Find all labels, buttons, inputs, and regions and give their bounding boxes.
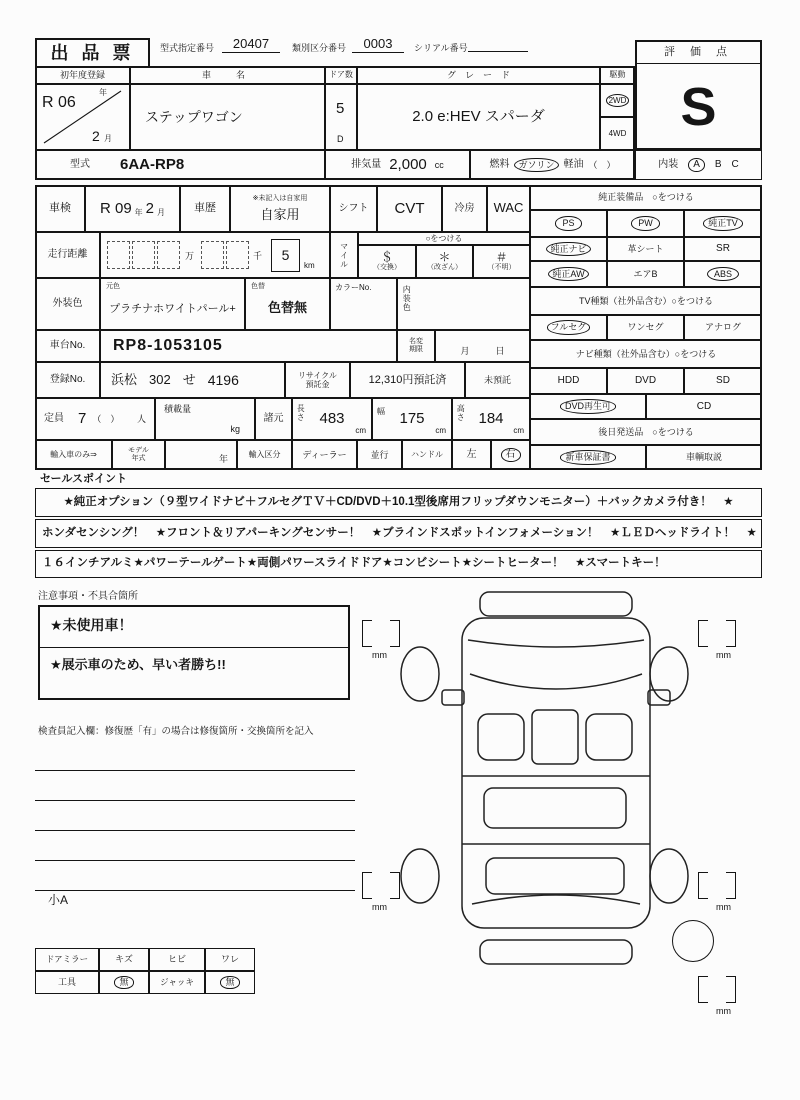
fuel-cell	[470, 150, 635, 180]
repaint-label: 色替	[251, 283, 265, 290]
tools-crack: ヒビ	[149, 948, 205, 971]
capacity-cell	[35, 398, 155, 440]
bracket-rear	[698, 976, 736, 1003]
equip-tv: 純正TV	[703, 216, 743, 230]
bracket-left-arm	[698, 620, 708, 647]
width-value: 175	[399, 410, 425, 428]
mileage-circle-note: ○をつける	[358, 232, 530, 245]
bracket-left-arm	[362, 620, 372, 647]
tv-oneseg: ワンセグ	[607, 315, 684, 340]
height-unit: cm	[513, 425, 524, 435]
reg-no-cell	[100, 362, 285, 398]
mark-exchange-cell	[358, 245, 416, 278]
tools-door-mirror: ドアミラー	[35, 948, 99, 971]
first-reg-year-unit: 年	[99, 88, 107, 97]
mm-label-bottom-left: mm	[372, 902, 387, 912]
bracket-top-right	[698, 620, 736, 647]
model-year-unit: 年	[165, 440, 237, 470]
rear-bumper	[480, 940, 632, 964]
width-label: 幅	[377, 407, 385, 416]
equip-abs: ABS	[707, 267, 739, 281]
serial-no-label: シリアル番号	[414, 43, 468, 53]
model-approval-no-value: 20407	[222, 37, 280, 53]
color-no-cell	[330, 278, 397, 330]
recycle-label-1: リサイクル	[298, 370, 337, 380]
model-value: 6AA-RP8	[120, 156, 185, 174]
width-cell	[372, 398, 452, 440]
equip-ps-cell	[530, 210, 607, 237]
tv-fullseg: フルセグ	[547, 320, 591, 334]
tools-break: ワレ	[205, 948, 255, 971]
fuel-gasoline: ガソリン	[514, 158, 558, 172]
rename-label-1: 名変	[409, 337, 423, 345]
interior-grade-a: A	[688, 158, 705, 172]
history-value: 自家用	[260, 206, 300, 222]
equip-pw: PW	[631, 216, 660, 230]
first-reg-month: 2	[92, 128, 100, 144]
mark-exchange-symbol: ＄	[380, 249, 393, 264]
import-division-label: 輸入区分	[237, 440, 292, 470]
rear-right-wheel	[650, 849, 688, 903]
bracket-right-arm	[726, 620, 736, 647]
driver-seat	[478, 714, 524, 760]
rename-label-2: 期限	[409, 346, 423, 353]
grade-value: 2.0 e:HEV スパーダ	[357, 84, 600, 150]
equip-tv-cell	[684, 210, 762, 237]
reg-class: 302	[149, 371, 171, 387]
write-line-1	[35, 770, 355, 771]
front-right-wheel	[650, 647, 688, 701]
notes-line-2: ★展示車のため、早い者勝ち!!	[50, 657, 226, 672]
passenger-seat	[586, 714, 632, 760]
write-line-5	[35, 890, 355, 891]
displacement-label: 排気量	[351, 159, 382, 171]
front-bumper	[480, 592, 632, 616]
rear-left-wheel	[401, 849, 439, 903]
handle-label: ハンドル	[402, 440, 452, 470]
fuel-paren: （ ）	[588, 159, 616, 170]
doors-sub: D	[337, 134, 344, 144]
windshield-line	[470, 674, 642, 689]
navi-dvd: DVD	[607, 368, 684, 394]
displacement-value: 2,000	[389, 156, 427, 174]
mark-tampered-symbol: ＊	[438, 249, 451, 264]
handle-right: 右	[501, 448, 521, 462]
width-unit: cm	[435, 425, 446, 435]
bracket-right-arm	[390, 872, 400, 899]
hood-line	[468, 640, 644, 647]
rear-window-line	[472, 895, 640, 904]
warranty-cell	[530, 445, 646, 470]
tv-fullseg-cell	[530, 315, 607, 340]
second-row-seat	[484, 788, 626, 828]
odometer-cell	[100, 232, 330, 278]
rename-deadline-label	[397, 330, 435, 362]
odometer-value-box	[271, 239, 300, 272]
equip-sr: SR	[684, 237, 762, 261]
bracket-top-left	[362, 620, 400, 647]
drive-4wd: 4WD	[600, 117, 635, 150]
shaken-era: R 09	[99, 199, 132, 217]
shaken-year-unit: 年	[134, 208, 143, 218]
displacement-cell	[325, 150, 470, 180]
tools-jack: ジャッキ	[149, 971, 205, 994]
drive-2wd-cell	[600, 84, 635, 117]
serial-no-value	[468, 37, 528, 52]
interior-color-label: 内装色	[402, 285, 412, 312]
car-body	[462, 618, 650, 928]
doors-value: 5	[336, 100, 345, 117]
chassis-no-label: 車台No.	[35, 330, 100, 362]
interior-grade-b: B	[714, 159, 722, 171]
recycle-label-2: 預託金	[305, 380, 330, 389]
exterior-color-label: 外装色	[35, 278, 100, 330]
inspector-note: 検査員記入欄：修復歴「有」の場合は修復箇所・交換箇所を記入	[38, 726, 314, 737]
tv-type-title: TV種類（社外品含む）○をつける	[530, 287, 762, 315]
mark-unknown-cell	[473, 245, 530, 278]
bracket-left-arm	[362, 872, 372, 899]
capacity-unit: 人	[136, 413, 146, 424]
small-a-note: 小A	[48, 893, 69, 907]
base-color-value: プラチナホワイトパール+	[109, 302, 236, 315]
mile-label-cell	[330, 232, 358, 278]
left-mirror	[442, 690, 464, 705]
chassis-no-value: RP8-1053105	[113, 336, 223, 354]
warranty-book: 新車保証書	[560, 450, 615, 464]
mileage-label: 走行距離	[35, 232, 100, 278]
length-cell	[292, 398, 372, 440]
load-unit: kg	[230, 423, 240, 434]
mark-tampered-desc: （改ざん）	[427, 264, 462, 272]
score-header	[637, 42, 760, 64]
reg-number: 4196	[207, 371, 239, 388]
model-cell	[35, 150, 325, 180]
score-label: 評 価 点	[663, 46, 734, 59]
shaken-month-unit: 月	[157, 208, 166, 218]
interior-label: 内装	[658, 159, 679, 171]
mark-unknown-symbol: ＃	[495, 249, 508, 264]
score-value: S	[680, 76, 717, 137]
length-unit: cm	[355, 425, 366, 435]
fuel-label: 燃料	[489, 159, 510, 171]
repaint-value: 色替無	[267, 299, 307, 315]
odometer-digit-box	[226, 241, 249, 269]
displacement-unit: cc	[434, 159, 444, 170]
model-year-label-2: 年式	[131, 455, 146, 462]
load-label: 積載量	[164, 404, 192, 414]
interior-grade-cell	[635, 150, 762, 180]
score-value-area	[635, 64, 762, 150]
bracket-bottom-left	[362, 872, 400, 899]
mm-label-bottom-right: mm	[716, 902, 731, 912]
model-year-label-1: モデル	[128, 446, 149, 454]
write-line-4	[35, 860, 355, 861]
history-label: 車歴	[180, 185, 230, 232]
mark-exchange-desc: （交換）	[373, 264, 401, 272]
notes-divider	[40, 647, 348, 648]
mm-label-rear: mm	[716, 1006, 731, 1016]
front-left-wheel	[401, 647, 439, 701]
load-cell	[155, 398, 255, 440]
history-note: ※未記入は自家用	[252, 194, 308, 202]
class-no-value: 0003	[352, 37, 404, 53]
sheet-title: 出 品 票	[50, 42, 135, 63]
car-name: ステップワゴン	[130, 84, 325, 150]
handle-left: 左	[452, 440, 491, 470]
sales-line-1: ★純正オプション（９型ワイドナビ＋フルセグＴＶ＋CD/DVD＋10.1型後席用フリップダウンモニター）＋バックカメラ付き！ ★	[35, 488, 762, 517]
grade-header: グ レ ー ド	[357, 66, 600, 84]
km-label: km	[304, 261, 315, 270]
equip-abs-cell	[684, 261, 762, 287]
shift-label: シフト	[330, 185, 377, 232]
mm-label-top-left: mm	[372, 650, 387, 660]
ac-label: 冷房	[442, 185, 487, 232]
shaken-month: 2	[145, 199, 155, 217]
dvd-play: DVD再生可	[560, 399, 616, 413]
chassis-no-cell	[100, 330, 397, 362]
odometer-digit-box	[157, 241, 180, 269]
base-color-label: 元色	[106, 283, 120, 290]
equipment-title: 純正装備品 ○をつける	[530, 185, 762, 210]
fuel-diesel: 軽油	[563, 159, 584, 171]
bracket-bottom-right	[698, 872, 736, 899]
navi-hdd: HDD	[530, 368, 607, 394]
import-only-label: 輸入車のみ⇒	[35, 440, 112, 470]
odometer-digit-box	[201, 241, 224, 269]
first-reg-header: 初年度登録	[35, 66, 130, 84]
sales-line-2: ホンダセンシング！ ★フロント＆リアパーキングセンサー！ ★ブラインドスポットインフォメーション！ ★ＬＥＤヘッドライト！ ★	[35, 519, 762, 548]
bracket-right-arm	[726, 872, 736, 899]
equip-aw-cell	[530, 261, 607, 287]
sheet-title-box	[35, 38, 150, 68]
interior-color-cell	[397, 278, 530, 330]
navi-type-title: ナビ種類（社外品含む）○をつける	[530, 340, 762, 368]
recycle-label	[285, 362, 350, 398]
reg-area: 浜松	[111, 371, 138, 387]
model-year-label	[112, 440, 165, 470]
first-reg-era: R 06	[42, 94, 76, 111]
navi-sd: SD	[684, 368, 762, 394]
third-row-seat	[486, 858, 624, 894]
equip-airbag: エアB	[607, 261, 684, 287]
tools-none-1: 無	[114, 976, 133, 988]
mark-tampered-cell	[416, 245, 473, 278]
mark-unknown-desc: （不明）	[487, 264, 516, 272]
rear-circle-mark	[672, 920, 714, 962]
bracket-right-arm	[390, 620, 400, 647]
tools-none-2-cell	[205, 971, 255, 994]
import-parallel: 並行	[357, 440, 402, 470]
mm-label-top-right: mm	[716, 650, 731, 660]
car-name-header: 車 名	[130, 66, 325, 84]
reg-no-label: 登録No.	[35, 362, 100, 398]
equip-pw-cell	[607, 210, 684, 237]
class-no-label: 類別区分番号	[292, 43, 347, 53]
write-line-3	[35, 830, 355, 831]
odometer-value: 5	[281, 247, 290, 264]
color-no-label: カラーNo.	[335, 283, 372, 292]
bracket-left-arm	[698, 976, 708, 1003]
tv-analog: アナログ	[684, 315, 762, 340]
drive-header: 駆動	[600, 66, 635, 84]
odometer-digit-box	[132, 241, 155, 269]
bracket-right-arm	[726, 976, 736, 1003]
later-ship-title: 後日発送品 ○をつける	[530, 419, 762, 445]
equip-navi-cell	[530, 237, 607, 261]
center-console	[532, 710, 578, 764]
first-reg-diagonal	[35, 84, 130, 150]
mile-label: マイル	[339, 241, 349, 269]
sen-label: 千	[253, 251, 263, 261]
reg-kana: せ	[182, 371, 196, 387]
equip-ps: PS	[555, 216, 581, 230]
base-color-cell	[100, 278, 245, 330]
sales-title: セールスポイント	[40, 473, 128, 485]
interior-grade-c: C	[731, 159, 739, 171]
day-label: 日	[495, 345, 505, 356]
man-label: 万	[185, 251, 195, 261]
rename-deadline-value	[435, 330, 530, 362]
tools-scratch: キズ	[99, 948, 149, 971]
bracket-left-arm	[698, 872, 708, 899]
height-cell	[452, 398, 530, 440]
model-label: 型式	[70, 159, 90, 171]
equip-navi: 純正ナビ	[546, 242, 590, 256]
car-top-view-diagram	[392, 586, 708, 1022]
tools-none-1-cell	[99, 971, 149, 994]
handle-right-cell	[491, 440, 530, 470]
write-line-2	[35, 800, 355, 801]
height-label: 高さ	[456, 404, 466, 422]
recycle-not-deposited: 未預託	[465, 362, 530, 398]
tools-none-2: 無	[220, 976, 239, 988]
import-dealer: ディーラー	[292, 440, 357, 470]
shaken-label: 車検	[35, 185, 85, 232]
shift-value: CVT	[377, 185, 442, 232]
repaint-cell	[245, 278, 330, 330]
sales-line-3: １６インチアルミ★パワーテールゲート★両側パワースライドドア★コンビシート★シートヒーター！ ★スマートキー！	[35, 550, 762, 578]
recycle-deposited: 12,310円預託済	[350, 362, 465, 398]
shaken-value	[85, 185, 180, 232]
height-value: 184	[478, 410, 504, 428]
odometer-digit-box	[107, 241, 130, 269]
capacity-value: 7	[78, 410, 87, 428]
capacity-label: 定員	[44, 413, 64, 425]
doors-header: ドア数	[325, 66, 357, 84]
first-reg-month-unit: 月	[104, 134, 112, 143]
spec-label: 諸元	[255, 398, 292, 440]
drive-2wd: 2WD	[606, 94, 630, 107]
ac-value: WAC	[487, 185, 530, 232]
model-approval-no-label: 型式指定番号	[160, 43, 215, 53]
length-label: 長さ	[296, 404, 306, 422]
tools-kit-label: 工具	[35, 971, 99, 994]
history-value-cell	[230, 185, 330, 232]
notes-title: 注意事項・不具合箇所	[38, 591, 138, 602]
notes-line-1: ★未使用車！	[50, 617, 133, 633]
length-value: 483	[319, 410, 345, 428]
equip-aw: 純正AW	[548, 267, 588, 281]
cd: CD	[646, 394, 762, 419]
dvd-play-cell	[530, 394, 646, 419]
vehicle-manual: 車輌取説	[646, 445, 762, 470]
month-label: 月	[460, 345, 470, 356]
capacity-paren: （ ）	[92, 413, 120, 424]
equip-leather: 革シート	[607, 237, 684, 261]
